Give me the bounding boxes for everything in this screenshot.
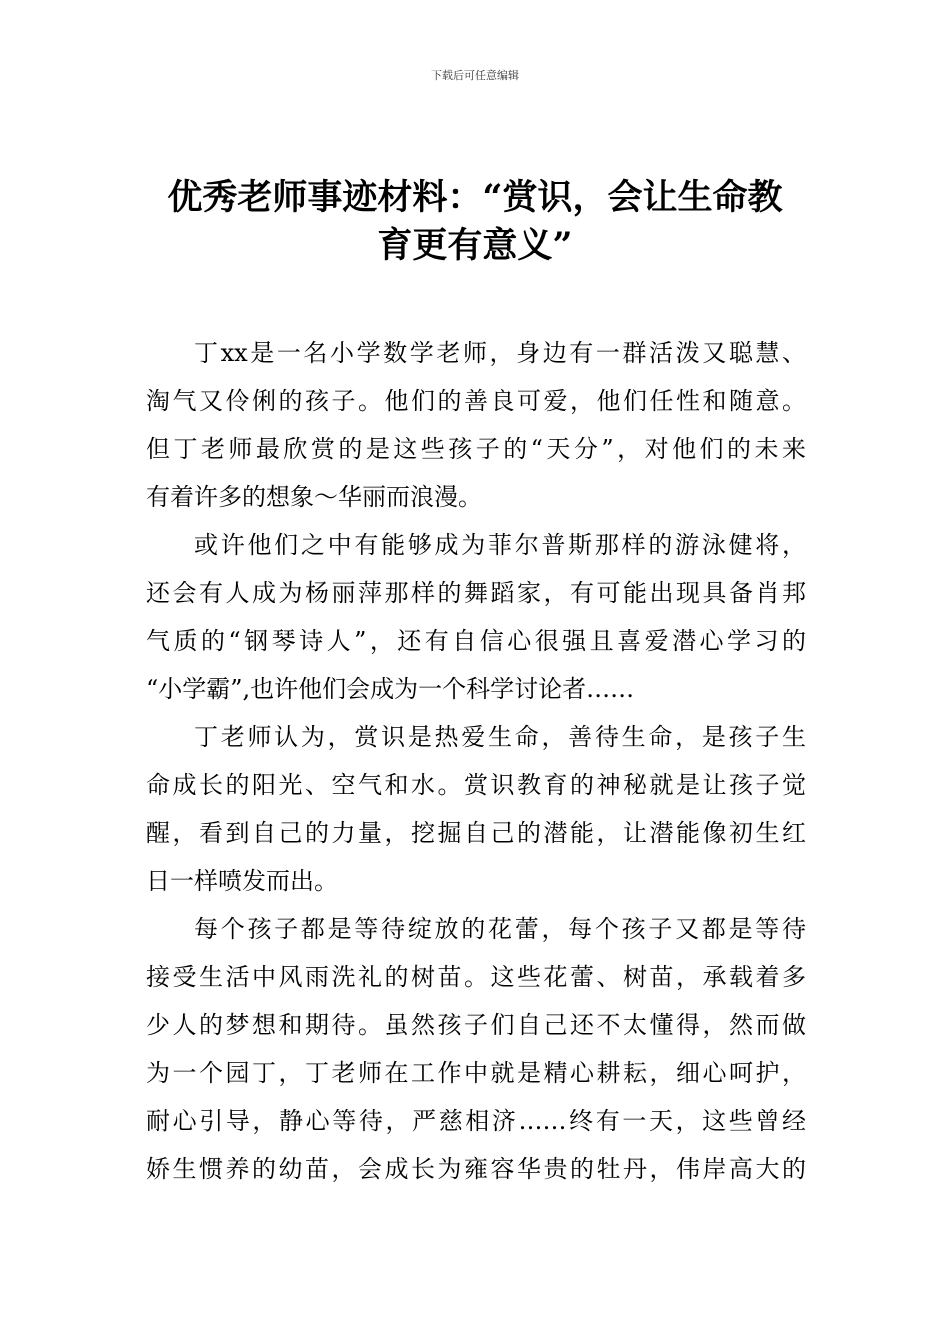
text-line: 为一个园丁，丁老师在工作中就是精心耕耘，细心呵护， xyxy=(146,1059,806,1087)
text-line: 还会有人成为杨丽萍那样的舞蹈家，有可能出现具备肖邦 xyxy=(146,579,806,607)
text-line: 丁老师认为，赏识是热爱生命，善待生命，是孩子生 xyxy=(194,723,806,751)
text-line: 淘气又伶俐的孩子。他们的善良可爱，他们任性和随意。 xyxy=(146,387,806,415)
text-line: 有着许多的想象～华丽而浪漫。 xyxy=(146,483,482,511)
text-line: 气质的“钢琴诗人”，还有自信心很强且喜爱潜心学习的 xyxy=(146,627,806,655)
text-line: 少人的梦想和期待。虽然孩子们自己还不太懂得，然而做 xyxy=(146,1011,806,1039)
text-line: 接受生活中风雨洗礼的树苗。这些花蕾、树苗，承载着多 xyxy=(146,963,806,991)
title-line: 育更有意义” xyxy=(377,225,573,266)
title-line: 优秀老师事迹材料：“赏识，会让生命教 xyxy=(167,177,783,218)
text-line: 日一样喷发而出。 xyxy=(146,867,338,895)
text-line: 娇生惯养的幼苗，会成长为雍容华贵的牡丹，伟岸高大的 xyxy=(146,1155,806,1183)
text-line: 命成长的阳光、空气和水。赏识教育的神秘就是让孩子觉 xyxy=(146,771,806,799)
document-title xyxy=(140,174,810,270)
text-line: 醒，看到自己的力量，挖掘自己的潜能，让潜能像初生红 xyxy=(146,819,806,847)
document-body xyxy=(146,329,806,1193)
text-line: 每个孩子都是等待绽放的花蕾，每个孩子又都是等待 xyxy=(194,915,806,943)
paragraph xyxy=(146,713,806,905)
text-line: 或许他们之中有能够成为菲尔普斯那样的游泳健将， xyxy=(194,531,806,559)
paragraph xyxy=(146,329,806,521)
header-note: 下载后可任意编辑 xyxy=(431,69,519,82)
text-line: 但丁老师最欣赏的是这些孩子的“天分”，对他们的未来 xyxy=(146,435,806,463)
text-line: “小学霸”,也许他们会成为一个科学讨论者…… xyxy=(146,675,635,703)
paragraph xyxy=(146,905,806,1193)
text-line: 耐心引导，静心等待，严慈相济……终有一天，这些曾经 xyxy=(146,1107,806,1135)
paragraph xyxy=(146,521,806,713)
text-line: 丁xx是一名小学数学老师，身边有一群活泼又聪慧、 xyxy=(194,339,806,367)
